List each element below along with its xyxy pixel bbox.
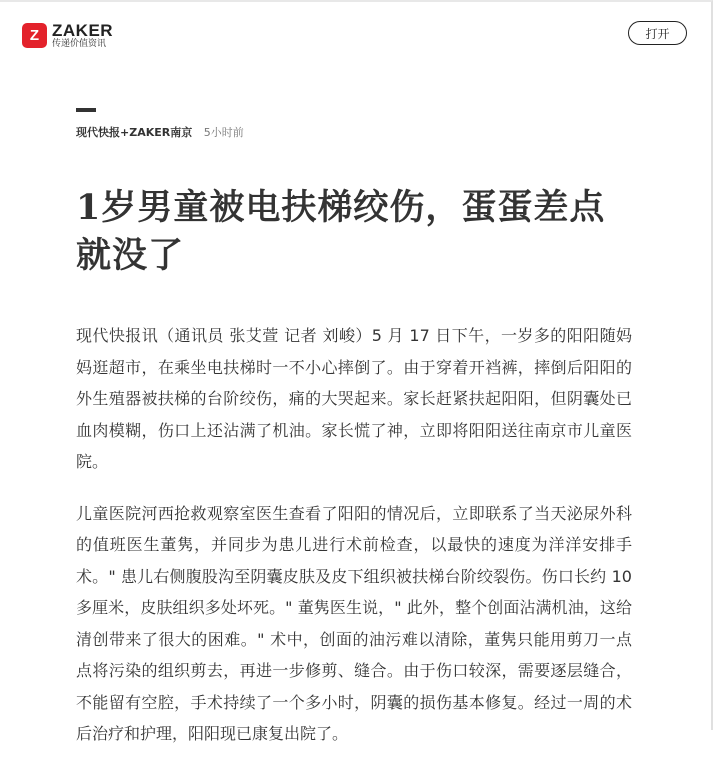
article-paragraph: 儿童医院河西抢救观察室医生查看了阳阳的情况后，立即联系了当天泌尿外科的值班医生董隽，并同步为患儿进行术前检查，以最快的速度为洋洋安排手术。" 患儿右侧腹股沟至阴囊皮肤及皮下组织被扶梯台阶绞裂伤。伤口长约 10 多厘米，皮肤组织多处坏死。" 董隽医生说，" 此外，整个创面沾满机油，这给清创带来了很大的困难。" 术中，创面的油污难以清除，董隽只能用剪刀一点点将污染的组织剪去，再进一步修剪、缝合。由于伤口较深，需要逐层缝合，不能留有空腔，手术持续了一个多小时，阴囊的损伤基本修复。经过一周的术后治疗和护理，阳阳现已康复出院了。	[76, 503, 632, 743]
logo-slogan: 传递价值资讯	[52, 39, 107, 49]
zaker-logo[interactable]	[22, 22, 113, 49]
divider-dash	[76, 108, 96, 112]
open-app-button[interactable]: 打开	[628, 21, 687, 45]
article-time: 5小时前	[203, 126, 244, 139]
logo-text	[52, 22, 113, 49]
zaker-logo-icon: Z	[22, 23, 47, 48]
logo-name: ZAKER	[52, 21, 114, 40]
article-body	[76, 320, 632, 770]
article-source: 现代快报+ZAKER南京	[76, 126, 193, 139]
article-meta	[76, 124, 244, 140]
article-title: 1岁男童被电扶梯绞伤，蛋蛋差点就没了	[76, 187, 606, 276]
article-paragraph: 现代快报讯（通讯员 张艾萱 记者 刘峻）5 月 17 日下午，一岁多的阳阳随妈妈逛超市，在乘坐电扶梯时一不小心摔倒了。由于穿着开裆裤，摔倒后阳阳的外生殖器被扶梯的台阶绞伤，痛的大哭起来。家长赶紧扶起阳阳，但阴囊处已血肉模糊，伤口上还沾满了机油。家长慌了神，立即将阳阳送往南京市儿童医院。	[76, 326, 632, 471]
